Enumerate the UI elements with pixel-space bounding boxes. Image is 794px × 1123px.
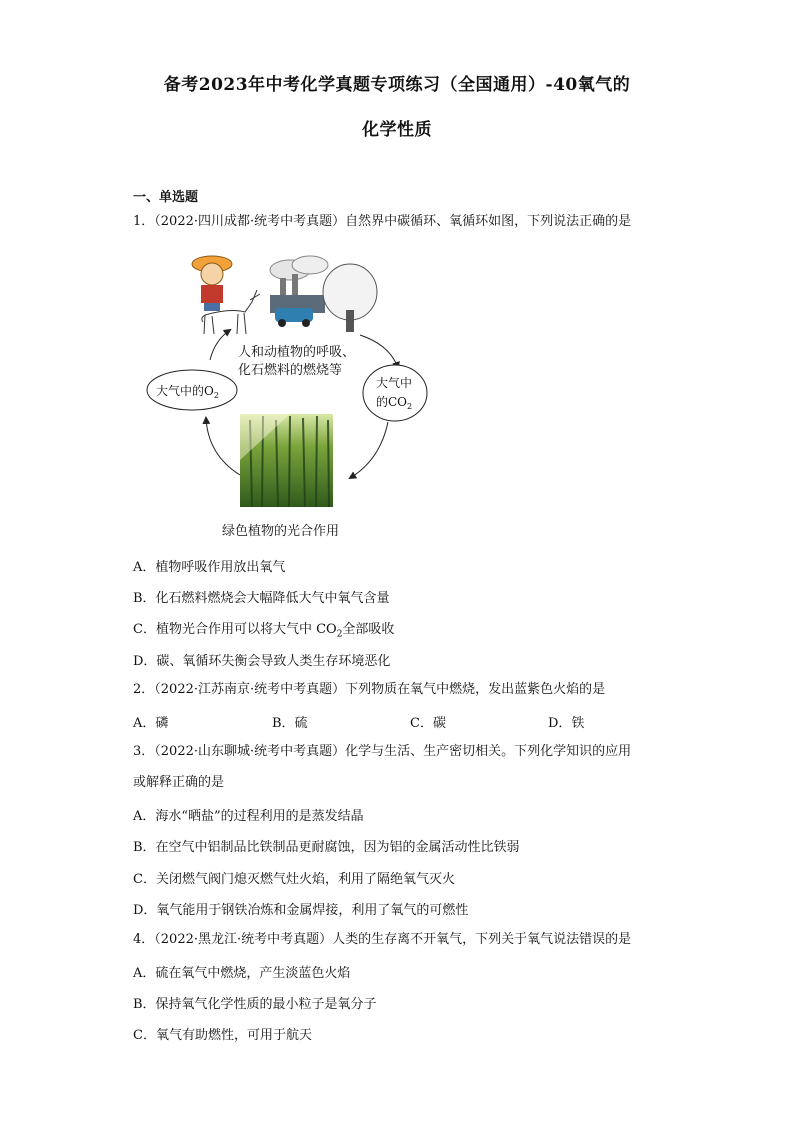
- question-1-option-b: B．化石燃料燃烧会大幅降低大气中氧气含量: [133, 591, 390, 606]
- question-4-option-c: C．氧气有助燃性，可用于航天: [133, 1028, 312, 1043]
- question-3-option-d: D．氧气能用于钢铁冶炼和金属焊接，利用了氧气的可燃性: [133, 903, 469, 918]
- page-title-line-1: 备考2023年中考化学真题专项练习（全国通用）-40氧气的: [163, 75, 631, 95]
- question-source: （2022·江苏南京·统考中考真题）: [154, 682, 346, 697]
- co2-label-line-2: 的$CO_2$: [376, 395, 413, 411]
- question-number: 4．: [133, 932, 155, 947]
- question-text: 自然界中碳循环、氧循环如图，下列说法正确的是: [345, 214, 632, 229]
- question-text: 下列物质在氧气中燃烧，发出蓝紫色火焰的是: [345, 682, 606, 697]
- question-text: 化学与生活、生产密切相关。下列化学知识的应用: [345, 744, 632, 759]
- question-1-option-c: C．植物光合作用可以将大气中 $CO_2$全部吸收: [133, 622, 395, 640]
- question-2-option-b: B．硫: [272, 716, 308, 731]
- o2-label: 大气中的$O_2$: [156, 384, 219, 400]
- top-label-line-1: 人和动植物的呼吸、: [238, 345, 356, 360]
- top-label-line-2: 化石燃料的燃烧等: [238, 363, 343, 378]
- page-title-line-2: 化学性质: [362, 120, 432, 140]
- question-4-stem: [133, 930, 631, 950]
- arrow-o2-to-animals: [210, 330, 230, 360]
- question-2-option-d: D．铁: [548, 716, 585, 731]
- co2-label-line-1: 大气中: [376, 376, 413, 390]
- question-2-option-a: A．磷: [133, 716, 169, 731]
- question-3-option-b: B．在空气中铝制品比铁制品更耐腐蚀，因为铝的金属活动性比铁弱: [133, 840, 520, 855]
- question-2-stem: [133, 680, 605, 700]
- arrow-co2-to-plants: [350, 422, 388, 478]
- question-3-option-a: A．海水“晒盐”的过程利用的是蒸发结晶: [133, 809, 364, 824]
- question-1-option-d: D．碳、氧循环失衡会导致人类生存环境恶化: [133, 654, 391, 669]
- question-4-option-b: B．保持氧气化学性质的最小粒子是氧分子: [133, 997, 377, 1012]
- arrow-combustion-to-co2: [360, 335, 398, 368]
- question-2-option-c: C．碳: [410, 716, 446, 731]
- cycle-diagram: [140, 250, 440, 550]
- co2-ellipse: [363, 365, 427, 421]
- question-1-stem: [133, 212, 631, 232]
- question-source: （2022·黑龙江·统考中考真题）: [154, 932, 333, 947]
- question-3-option-c: C．关闭燃气阀门熄灭燃气灶火焰，利用了隔绝氧气灭火: [133, 872, 455, 887]
- question-number: 1．: [133, 214, 155, 229]
- section-heading: 一、单选题: [133, 190, 199, 205]
- question-3-stem: [133, 742, 631, 762]
- figure-caption: 绿色植物的光合作用: [222, 524, 340, 539]
- tree-illustration: [323, 264, 377, 332]
- question-text: 人类的生存离不开氧气，下列关于氧气说法错误的是: [332, 932, 632, 947]
- question-4-option-a: A．硫在氧气中燃烧，产生淡蓝色火焰: [133, 966, 351, 981]
- farmer-illustration: [192, 256, 232, 311]
- arrow-plants-to-o2: [206, 418, 240, 475]
- question-source: （2022·四川成都·统考中考真题）: [154, 214, 346, 229]
- question-number: 3．: [133, 744, 155, 759]
- cycle-figure: [140, 250, 440, 550]
- question-number: 2．: [133, 682, 155, 697]
- factory-illustration: [270, 256, 328, 327]
- question-1-option-a: A．植物呼吸作用放出氧气: [133, 560, 286, 575]
- question-3-stem-line-2: 或解释正确的是: [133, 775, 225, 790]
- question-source: （2022·山东聊城·统考中考真题）: [154, 744, 346, 759]
